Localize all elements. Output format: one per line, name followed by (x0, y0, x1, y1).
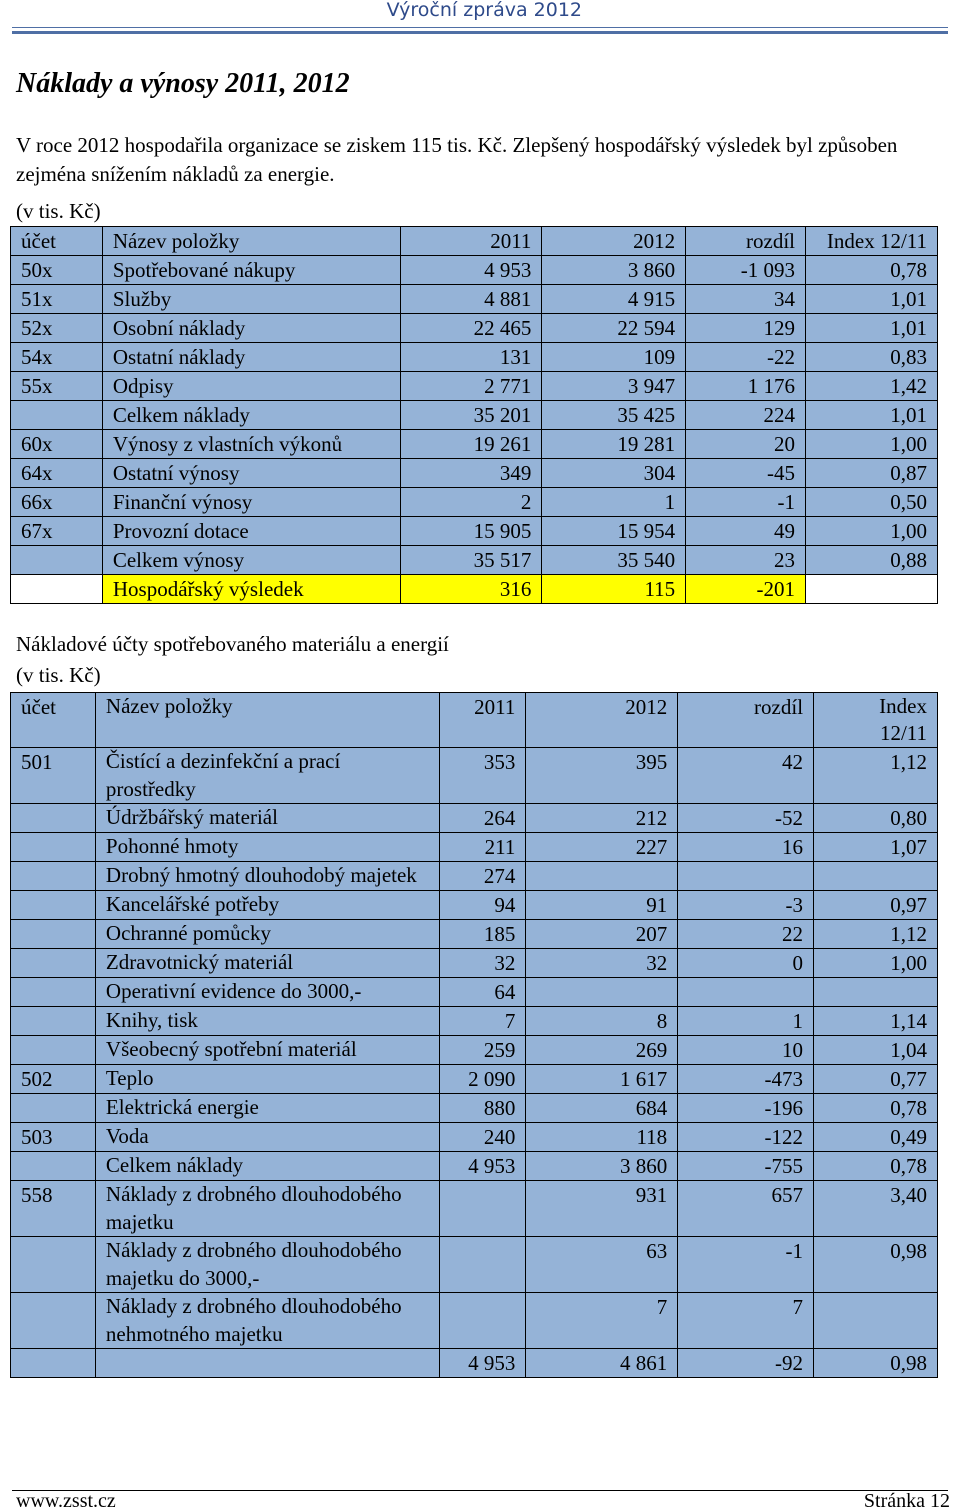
table-cell: 1,01 (806, 314, 938, 343)
table-row (11, 285, 938, 314)
table-cell: 503 (11, 1123, 96, 1152)
table-cell: 1,04 (814, 1036, 938, 1065)
table-cell: 316 (400, 575, 542, 604)
table-cell: 3 860 (526, 1152, 678, 1181)
table-cell: 212 (526, 804, 678, 833)
table-cell: 2 771 (400, 372, 542, 401)
table-cell: 0,49 (814, 1123, 938, 1152)
table-cell: 1 (542, 488, 686, 517)
table-cell: Osobní náklady (102, 314, 400, 343)
table-cell: 50x (11, 256, 103, 285)
table-cell: 1,00 (814, 949, 938, 978)
table-header-cell: Název položky (102, 227, 400, 256)
table-cell: -22 (686, 343, 806, 372)
table-row (11, 1007, 938, 1036)
table-row (11, 920, 938, 949)
table-cell (11, 1293, 96, 1349)
table-cell: -1 093 (686, 256, 806, 285)
table-cell: 34 (686, 285, 806, 314)
table-cell: Náklady z drobného dlouhodobého majetku (95, 1181, 440, 1237)
table-header-row (11, 693, 938, 748)
table-cell: Elektrická energie (95, 1094, 440, 1123)
table-cell: 1,12 (814, 920, 938, 949)
table-cell: 349 (400, 459, 542, 488)
table-row (11, 949, 938, 978)
table-cell: 54x (11, 343, 103, 372)
table-cell (11, 833, 96, 862)
table-cell: 64 (440, 978, 526, 1007)
table-cell: 35 517 (400, 546, 542, 575)
table-cell: 35 425 (542, 401, 686, 430)
table-header-row (11, 227, 938, 256)
table-cell: 0,77 (814, 1065, 938, 1094)
table-cell: Teplo (95, 1065, 440, 1094)
table-cell: 7 (440, 1007, 526, 1036)
table-row (11, 1094, 938, 1123)
table-row (11, 1036, 938, 1065)
table-cell: Pohonné hmoty (95, 833, 440, 862)
table-cell: 0,98 (814, 1349, 938, 1378)
table-row (11, 546, 938, 575)
table-cell: 0,98 (814, 1237, 938, 1293)
table-cell: 501 (11, 748, 96, 804)
table-cell (440, 1237, 526, 1293)
table-row (11, 430, 938, 459)
table-cell (11, 1094, 96, 1123)
table-cell: 129 (686, 314, 806, 343)
table-cell: 0,78 (806, 256, 938, 285)
table-cell (806, 575, 938, 604)
table-header-cell: účet (11, 693, 96, 748)
table-row (11, 459, 938, 488)
table-cell (814, 978, 938, 1007)
report-title: Výroční zpráva 2012 (386, 0, 582, 21)
table-cell (11, 978, 96, 1007)
table-cell: 240 (440, 1123, 526, 1152)
table-cell: 52x (11, 314, 103, 343)
table-cell (678, 978, 814, 1007)
table-cell: -52 (678, 804, 814, 833)
table-cell: 35 540 (542, 546, 686, 575)
header-rule-thick (12, 31, 948, 34)
table-cell: 185 (440, 920, 526, 949)
table-row (11, 748, 938, 804)
table-cell: 558 (11, 1181, 96, 1237)
footer-rule (12, 1490, 948, 1491)
table-cell: Celkem výnosy (102, 546, 400, 575)
table-header-cell: účet (11, 227, 103, 256)
table-cell: Drobný hmotný dlouhodobý majetek (95, 862, 440, 891)
table-cell: 19 261 (400, 430, 542, 459)
table-cell: 32 (526, 949, 678, 978)
table-cell: 32 (440, 949, 526, 978)
table-cell: 0 (678, 949, 814, 978)
table-header-cell: Index 12/11 (814, 693, 938, 748)
table-row (11, 833, 938, 862)
table-row (11, 1065, 938, 1094)
table-cell: 22 594 (542, 314, 686, 343)
table-row (11, 1349, 938, 1378)
table-row (11, 488, 938, 517)
table-cell: 264 (440, 804, 526, 833)
costs-revenues-table (10, 226, 938, 604)
table-header-cell: Index 12/11 (806, 227, 938, 256)
table-cell: 4 953 (440, 1349, 526, 1378)
table-cell: 64x (11, 459, 103, 488)
costs-revenues-table-body (11, 227, 938, 604)
table-row (11, 314, 938, 343)
table-cell: 20 (686, 430, 806, 459)
table-cell: 55x (11, 372, 103, 401)
table-cell: 1 (678, 1007, 814, 1036)
table-cell: Spotřebované nákupy (102, 256, 400, 285)
table-cell (11, 1152, 96, 1181)
table-cell (11, 575, 103, 604)
table-cell: 35 201 (400, 401, 542, 430)
table-cell: Celkem náklady (95, 1152, 440, 1181)
table-cell (440, 1181, 526, 1237)
table-cell: 60x (11, 430, 103, 459)
table-cell: 2 090 (440, 1065, 526, 1094)
table-cell: 15 954 (542, 517, 686, 546)
table-row (11, 1293, 938, 1349)
table-cell: 0,80 (814, 804, 938, 833)
table-cell (11, 1036, 96, 1065)
table-cell (11, 920, 96, 949)
table-cell: Hospodářský výsledek (102, 575, 400, 604)
table-row (11, 862, 938, 891)
table-cell (814, 862, 938, 891)
table-cell: 3 947 (542, 372, 686, 401)
table-cell: -92 (678, 1349, 814, 1378)
table-cell: 91 (526, 891, 678, 920)
table-cell: -196 (678, 1094, 814, 1123)
table-cell: 3 860 (542, 256, 686, 285)
table-row (11, 256, 938, 285)
table-cell: 66x (11, 488, 103, 517)
table-cell: Ochranné pomůcky (95, 920, 440, 949)
table-cell (526, 862, 678, 891)
table-cell: Výnosy z vlastních výkonů (102, 430, 400, 459)
table-cell: 4 915 (542, 285, 686, 314)
table-cell (95, 1349, 440, 1378)
table-header-cell: rozdíl (686, 227, 806, 256)
table-cell: Knihy, tisk (95, 1007, 440, 1036)
table-row (11, 401, 938, 430)
table-cell: 51x (11, 285, 103, 314)
table-cell: 1,00 (806, 430, 938, 459)
table-header-cell: 2011 (440, 693, 526, 748)
table-cell (440, 1293, 526, 1349)
table-row (11, 1237, 938, 1293)
table-cell: 1,01 (806, 401, 938, 430)
header-rule (12, 27, 948, 28)
table-cell: Ostatní výnosy (102, 459, 400, 488)
table-cell: 3,40 (814, 1181, 938, 1237)
table-cell: Náklady z drobného dlouhodobého majetku do 3000,- (95, 1237, 440, 1293)
table-cell: 131 (400, 343, 542, 372)
table-cell: 274 (440, 862, 526, 891)
table-cell: Náklady z drobného dlouhodobého nehmotného majetku (95, 1293, 440, 1349)
table-cell: 0,83 (806, 343, 938, 372)
table-cell: -1 (678, 1237, 814, 1293)
table-cell: 227 (526, 833, 678, 862)
table-cell: -45 (686, 459, 806, 488)
material-energy-table-body (11, 693, 938, 1378)
table-header-cell: rozdíl (678, 693, 814, 748)
footer-page-number: Stránka 12 (863, 1490, 950, 1512)
table-cell: 4 881 (400, 285, 542, 314)
table-cell: -755 (678, 1152, 814, 1181)
table-cell: 0,97 (814, 891, 938, 920)
table-cell: 19 281 (542, 430, 686, 459)
footer-website: www.zsst.cz (16, 1490, 116, 1512)
table-cell: Čistící a dezinfekční a prací prostředky (95, 748, 440, 804)
table-row (11, 1181, 938, 1237)
table-row (11, 804, 938, 833)
table-cell: 63 (526, 1237, 678, 1293)
table-cell: 109 (542, 343, 686, 372)
table-cell: 1 617 (526, 1065, 678, 1094)
material-energy-table (10, 692, 938, 1378)
table-row (11, 343, 938, 372)
intro-paragraph: V roce 2012 hospodařila organizace se ziskem 115 tis. Kč. Zlepšený hospodářský výsledek byl způsoben zejména snížením nákladů za energie. (16, 133, 898, 186)
table-cell (11, 949, 96, 978)
table-cell: 207 (526, 920, 678, 949)
table-cell (678, 862, 814, 891)
table-cell: Voda (95, 1123, 440, 1152)
table-cell: 0,78 (814, 1152, 938, 1181)
table-cell: 22 (678, 920, 814, 949)
unit-label-2: (v tis. Kč) (16, 663, 101, 687)
table-cell: 211 (440, 833, 526, 862)
table-cell (814, 1293, 938, 1349)
table-cell: 1,42 (806, 372, 938, 401)
table-cell: 2 (400, 488, 542, 517)
table-cell: Odpisy (102, 372, 400, 401)
table-cell: 0,87 (806, 459, 938, 488)
table-cell: 0,50 (806, 488, 938, 517)
table-cell: 16 (678, 833, 814, 862)
table-cell: -3 (678, 891, 814, 920)
table-cell: -122 (678, 1123, 814, 1152)
table-cell: 4 953 (400, 256, 542, 285)
table-cell: 4 861 (526, 1349, 678, 1378)
table-cell: 0,88 (806, 546, 938, 575)
table-cell: 1 176 (686, 372, 806, 401)
table-row (11, 978, 938, 1007)
table-cell: 8 (526, 1007, 678, 1036)
table-cell: 49 (686, 517, 806, 546)
table-row (11, 517, 938, 546)
table-cell: 880 (440, 1094, 526, 1123)
table-cell (11, 862, 96, 891)
table-cell: 502 (11, 1065, 96, 1094)
table-cell: Celkem náklady (102, 401, 400, 430)
table-cell: 931 (526, 1181, 678, 1237)
table-cell: Služby (102, 285, 400, 314)
table-row (11, 372, 938, 401)
table-cell: -473 (678, 1065, 814, 1094)
section-title: Nákladové účty spotřebovaného materiálu a energií (16, 632, 449, 656)
table-cell: 115 (542, 575, 686, 604)
table-cell (11, 401, 103, 430)
table-cell (11, 804, 96, 833)
table-cell: 67x (11, 517, 103, 546)
table-header-cell: Název položky (95, 693, 440, 748)
table-cell (11, 891, 96, 920)
table-cell: 94 (440, 891, 526, 920)
table-cell: 23 (686, 546, 806, 575)
table-cell: Finanční výnosy (102, 488, 400, 517)
table-cell: 7 (526, 1293, 678, 1349)
table-cell: 269 (526, 1036, 678, 1065)
table-cell: 1,00 (806, 517, 938, 546)
table-cell: 1,14 (814, 1007, 938, 1036)
unit-label: (v tis. Kč) (16, 199, 101, 223)
table-cell: 224 (686, 401, 806, 430)
table-cell: Všeobecný spotřební materiál (95, 1036, 440, 1065)
table-cell: 259 (440, 1036, 526, 1065)
table-cell: 1,12 (814, 748, 938, 804)
table-cell (11, 1007, 96, 1036)
table-cell: 353 (440, 748, 526, 804)
table-cell: 42 (678, 748, 814, 804)
table-cell (526, 978, 678, 1007)
table-cell: 118 (526, 1123, 678, 1152)
table-row (11, 1123, 938, 1152)
table-cell: Zdravotnický materiál (95, 949, 440, 978)
table-cell (11, 546, 103, 575)
table-cell: Provozní dotace (102, 517, 400, 546)
table-cell: 1,07 (814, 833, 938, 862)
table-row (11, 891, 938, 920)
table-cell: Ostatní náklady (102, 343, 400, 372)
table-row (11, 575, 938, 604)
table-cell: 1,01 (806, 285, 938, 314)
table-cell: 304 (542, 459, 686, 488)
table-header-cell: 2011 (400, 227, 542, 256)
table-cell: 0,78 (814, 1094, 938, 1123)
table-cell: 657 (678, 1181, 814, 1237)
table-row (11, 1152, 938, 1181)
table-cell: -1 (686, 488, 806, 517)
table-header-cell: 2012 (542, 227, 686, 256)
page-title: Náklady a výnosy 2011, 2012 (16, 68, 350, 99)
table-cell (11, 1237, 96, 1293)
table-header-cell: 2012 (526, 693, 678, 748)
table-cell: 395 (526, 748, 678, 804)
table-cell: Kancelářské potřeby (95, 891, 440, 920)
table-cell: 4 953 (440, 1152, 526, 1181)
table-cell: 684 (526, 1094, 678, 1123)
table-cell: Operativní evidence do 3000,- (95, 978, 440, 1007)
table-cell: 22 465 (400, 314, 542, 343)
table-cell: 10 (678, 1036, 814, 1065)
table-cell: Údržbářský materiál (95, 804, 440, 833)
table-cell: 15 905 (400, 517, 542, 546)
table-cell (11, 1349, 96, 1378)
table-cell: 7 (678, 1293, 814, 1349)
table-cell: -201 (686, 575, 806, 604)
